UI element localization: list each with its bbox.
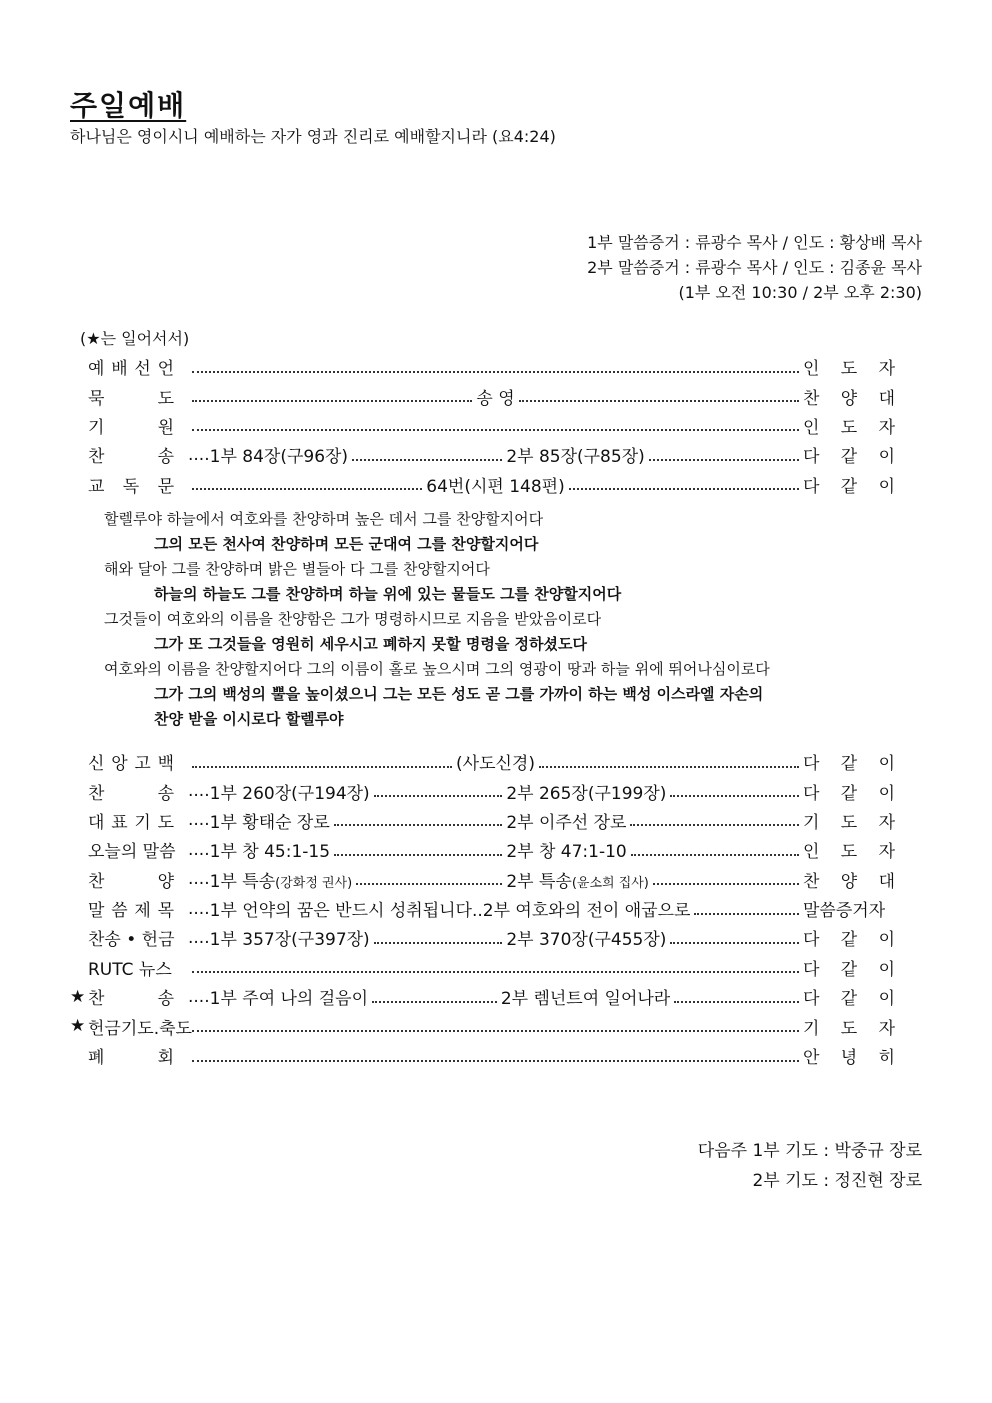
part1-detail: 1부 주여 나의 걸음이 <box>209 989 369 1010</box>
dot-leader <box>653 883 799 885</box>
label-char: 목 <box>157 901 174 922</box>
role-char: 찬 <box>803 871 820 892</box>
label-char: 폐 <box>88 1048 105 1069</box>
item-label <box>88 955 188 980</box>
part1-note: (강화정 권사) <box>275 875 353 891</box>
label-char: 말 <box>88 901 105 922</box>
center-detail: 64번(시편 148편) <box>426 476 565 497</box>
role-char: 이 <box>878 476 895 497</box>
dot-leader <box>192 429 799 431</box>
order-row <box>70 982 895 1011</box>
reading-leader: 할렐루야 하늘에서 여호와를 찬양하며 높은 데서 그를 찬양할지어다 <box>104 510 544 528</box>
item-detail <box>188 1025 803 1027</box>
item-detail <box>188 749 803 774</box>
order-row <box>70 1011 895 1040</box>
part1-detail: 1부 특송(강화정 권사) <box>209 871 353 892</box>
dot-leader <box>670 942 799 944</box>
item-role <box>803 1014 895 1039</box>
label-char: 선 <box>134 359 151 380</box>
role-char: 이 <box>878 989 895 1010</box>
role-char: 다 <box>803 783 820 804</box>
role-char: 안 <box>803 1048 820 1069</box>
role-char: 다 <box>803 959 820 980</box>
item-detail <box>188 966 803 968</box>
role-char: 찬 <box>803 388 820 409</box>
part1-detail: 1부 260장(구194장) <box>209 783 370 804</box>
order-row <box>70 440 895 469</box>
role-char: 다 <box>803 476 820 497</box>
role-char: 자 <box>878 1018 895 1039</box>
item-detail <box>188 925 803 950</box>
order-row <box>70 411 895 440</box>
label-char: 헌금기도.축도 <box>88 1018 192 1039</box>
label-char: 도 <box>157 812 174 833</box>
page-title: 주일예배 <box>70 89 187 122</box>
item-label <box>88 896 188 921</box>
order-part-1 <box>70 352 895 499</box>
role-char: 도 <box>840 812 858 833</box>
item-role <box>803 413 895 438</box>
leader-prefix: .... <box>188 810 210 831</box>
role-char: 말씀증거자 <box>803 901 886 922</box>
item-label <box>88 779 188 804</box>
part1-detail: 1부 창 45:1-15 <box>209 842 331 863</box>
scripture-verse: 하나님은 영이시니 예배하는 자가 영과 진리로 예배할지니라 (요4:24) <box>70 127 556 146</box>
reading-response: 찬양 받을 이시로다 할렐루야 <box>154 710 344 728</box>
label-char: 제 <box>134 901 151 922</box>
role-char: 이 <box>878 754 895 775</box>
role-char: 다 <box>803 447 820 468</box>
item-role <box>803 867 895 892</box>
item-detail <box>188 472 803 497</box>
item-detail <box>188 779 803 804</box>
reading-leader: 여호와의 이름을 찬양할지어다 그의 이름이 홀로 높으시며 그의 영광이 땅과 하늘 위에 뛰어나심이로다 <box>104 660 770 678</box>
dot-leader <box>519 400 799 402</box>
label-char: 대 <box>88 812 105 833</box>
item-detail <box>188 808 803 833</box>
item-label <box>88 442 188 467</box>
label-char: 회 <box>157 1048 174 1069</box>
dot-leader <box>374 942 503 944</box>
item-role <box>803 808 895 833</box>
reading-response: 그가 또 그것들을 영원히 세우시고 폐하지 못할 명령을 정하셨도다 <box>154 635 588 653</box>
order-row <box>70 806 895 835</box>
leader-prefix: .... <box>188 927 210 948</box>
role-char: 다 <box>803 930 820 951</box>
stand-note: (★는 일어서서) <box>80 329 190 348</box>
label-char: 신 <box>88 754 105 775</box>
role-char: 자 <box>878 359 895 380</box>
reading-leader: 해와 달아 그를 찬양하며 밝은 별들아 다 그를 찬양할지어다 <box>104 560 490 578</box>
dot-leader <box>649 459 799 461</box>
part1-detail: 1부 84장(구96장) <box>209 447 349 468</box>
dot-leader <box>670 795 799 797</box>
responsive-reading <box>104 507 914 732</box>
leader-prefix: .... <box>188 444 210 465</box>
part2-detail: 2부 렘넌트여 일어나라 <box>500 989 671 1010</box>
role-char: 인 <box>803 417 820 438</box>
preacher-info <box>587 230 922 305</box>
dot-leader <box>192 1060 799 1062</box>
item-label <box>88 925 188 950</box>
center-detail: (사도신경) <box>456 754 535 775</box>
item-label <box>88 413 188 438</box>
item-role <box>803 925 895 950</box>
item-role <box>803 779 895 804</box>
role-char: 기 <box>803 1018 820 1039</box>
role-char: 도 <box>840 842 858 863</box>
item-role <box>803 442 895 467</box>
item-role <box>803 955 895 980</box>
item-role <box>803 472 895 497</box>
role-char: 다 <box>803 754 820 775</box>
item-label <box>88 1043 188 1068</box>
label-char: RUTC 뉴스 <box>88 959 172 980</box>
part2-note: (윤소희 집사) <box>571 875 649 891</box>
order-row <box>70 894 895 923</box>
part2-detail: 2부 여호와의 전이 애굽으로 <box>482 901 691 922</box>
label-char: 묵 <box>88 388 105 409</box>
part2-detail: 2부 특송(윤소희 집사) <box>506 871 649 892</box>
role-char: 자 <box>878 812 895 833</box>
order-row <box>70 1041 895 1070</box>
label-char: 찬 <box>88 447 105 468</box>
dot-leader <box>192 371 799 373</box>
dot-leader <box>334 824 503 826</box>
item-label <box>88 749 188 774</box>
leader-prefix: .... <box>188 839 210 860</box>
dot-leader <box>630 824 799 826</box>
label-char: 찬 <box>88 871 105 892</box>
item-label <box>88 984 188 1009</box>
item-detail <box>188 424 803 426</box>
dot-leader <box>374 795 503 797</box>
order-part-2 <box>70 747 895 1070</box>
label-char: 송 <box>157 783 174 804</box>
reading-leader: 그것들이 여호와의 이름을 찬양함은 그가 명령하시므로 지음을 받았음이로다 <box>104 610 602 628</box>
item-role <box>803 354 895 379</box>
item-detail <box>188 867 803 892</box>
part2-detail: 2부 265장(구199장) <box>506 783 667 804</box>
role-char: 녕 <box>840 1048 858 1069</box>
label-char: 문 <box>157 476 174 497</box>
dot-leader <box>356 883 502 885</box>
item-role <box>803 749 895 774</box>
next-prayer-line-1: 다음주 1부 기도 : 박중규 장로 <box>697 1141 922 1161</box>
item-role <box>803 837 895 862</box>
label-char: 기 <box>88 417 105 438</box>
label-char: 표 <box>111 812 128 833</box>
role-char: 양 <box>840 871 858 892</box>
label-char: 오늘의 말씀 <box>88 842 176 863</box>
order-row <box>70 865 895 894</box>
item-label <box>88 472 188 497</box>
reading-response: 하늘의 하늘도 그를 찬양하며 하늘 위에 있는 물들도 그를 찬양할지어다 <box>154 585 622 603</box>
order-row <box>70 776 895 805</box>
item-label <box>88 837 188 862</box>
leader-prefix: .... <box>188 898 210 919</box>
role-char: 같 <box>840 959 858 980</box>
stand-star: ★ <box>70 1016 86 1037</box>
role-char: 인 <box>803 359 820 380</box>
role-char: 같 <box>840 930 858 951</box>
order-row <box>70 352 895 381</box>
label-char: 씀 <box>111 901 128 922</box>
role-char: 도 <box>840 1018 858 1039</box>
label-char: 양 <box>157 871 174 892</box>
label-char: 고 <box>134 754 151 775</box>
label-char: 언 <box>157 359 174 380</box>
label-char: 도 <box>157 388 174 409</box>
next-week-prayer <box>698 1136 922 1196</box>
dot-leader <box>192 971 799 973</box>
label-char: 독 <box>122 476 140 497</box>
label-char: 교 <box>88 476 105 497</box>
item-label <box>88 384 188 409</box>
role-char: 같 <box>840 447 858 468</box>
leader-prefix: .... <box>188 781 210 802</box>
next-prayer-line-2: 2부 기도 : 정진현 장로 <box>752 1171 922 1191</box>
item-role <box>803 984 895 1009</box>
order-row <box>70 835 895 864</box>
item-detail <box>188 896 803 921</box>
item-detail <box>188 442 803 467</box>
role-char: 양 <box>840 388 858 409</box>
item-label <box>88 808 188 833</box>
role-char: 도 <box>840 359 858 380</box>
order-row <box>70 747 895 776</box>
dot-leader <box>674 1001 799 1003</box>
item-detail <box>188 366 803 368</box>
dot-leader <box>694 913 799 915</box>
dot-leader <box>192 488 422 490</box>
item-detail <box>188 384 803 409</box>
order-row <box>70 923 895 952</box>
leader-prefix: .... <box>188 986 210 1007</box>
role-char: 같 <box>840 989 858 1010</box>
dot-leader <box>352 459 502 461</box>
center-detail: 송 영 <box>476 388 515 409</box>
label-char: 송 <box>157 989 174 1010</box>
dot-leader <box>192 766 452 768</box>
role-char: 대 <box>878 388 895 409</box>
dot-leader <box>569 488 799 490</box>
role-char: 히 <box>878 1048 895 1069</box>
part2-detail: 2부 창 47:1-10 <box>506 842 627 863</box>
item-role <box>803 1043 895 1068</box>
role-char: 대 <box>878 871 895 892</box>
part1-detail: 1부 언약의 꿈은 반드시 성취됩니다.. <box>209 901 483 922</box>
part2-detail: 2부 이주선 장로 <box>506 812 627 833</box>
role-char: 같 <box>840 754 858 775</box>
item-detail <box>188 1055 803 1057</box>
label-char: 기 <box>134 812 151 833</box>
item-detail <box>188 837 803 862</box>
leader-prefix: .... <box>188 869 210 890</box>
role-char: 인 <box>803 842 820 863</box>
dot-leader <box>192 400 472 402</box>
role-char: 같 <box>840 476 858 497</box>
dot-leader <box>334 854 502 856</box>
label-char: 찬 <box>88 989 105 1010</box>
label-char: 배 <box>111 359 128 380</box>
role-char: 기 <box>803 812 820 833</box>
label-char: 원 <box>157 417 174 438</box>
preacher-line-2: 2부 말씀증거 : 류광수 목사 / 인도 : 김종윤 목사 <box>587 258 922 277</box>
reading-response: 그의 모든 천사여 찬양하며 모든 군대여 그를 찬양할지어다 <box>154 535 539 553</box>
label-char: 백 <box>157 754 174 775</box>
item-label <box>88 354 188 379</box>
label-char: 예 <box>88 359 105 380</box>
role-char: 이 <box>878 447 895 468</box>
item-role <box>803 384 895 409</box>
order-row <box>70 381 895 410</box>
role-char: 자 <box>878 417 895 438</box>
role-char: 도 <box>840 417 858 438</box>
part2-detail: 2부 85장(구85장) <box>506 447 645 468</box>
dot-leader <box>631 854 799 856</box>
role-char: 이 <box>878 930 895 951</box>
order-row <box>70 470 895 499</box>
item-label <box>88 867 188 892</box>
part2-detail: 2부 370장(구455장) <box>506 930 667 951</box>
part1-detail: 1부 황태순 장로 <box>209 812 330 833</box>
role-char: 자 <box>878 842 895 863</box>
label-char: 송 <box>157 447 174 468</box>
dot-leader <box>192 1030 799 1032</box>
dot-leader <box>372 1001 497 1003</box>
role-char: 같 <box>840 783 858 804</box>
label-char: 앙 <box>111 754 128 775</box>
reading-response: 그가 그의 백성의 뿔을 높이셨으니 그는 모든 성도 곧 그를 가까이 하는 백성 이스라엘 자손의 <box>154 685 764 703</box>
order-row <box>70 953 895 982</box>
preacher-line-1: 1부 말씀증거 : 류광수 목사 / 인도 : 황상배 목사 <box>587 233 922 252</box>
service-times: (1부 오전 10:30 / 2부 오후 2:30) <box>678 283 922 302</box>
dot-leader <box>539 766 799 768</box>
stand-star: ★ <box>70 986 86 1007</box>
role-char: 이 <box>878 959 895 980</box>
item-role <box>803 896 895 921</box>
label-char: 찬 <box>88 783 105 804</box>
label-char: 찬송 • 헌금 <box>88 930 175 951</box>
item-detail <box>188 984 803 1009</box>
role-char: 다 <box>803 989 820 1010</box>
part1-detail: 1부 357장(구397장) <box>209 930 370 951</box>
role-char: 이 <box>878 783 895 804</box>
item-label <box>88 1014 192 1039</box>
